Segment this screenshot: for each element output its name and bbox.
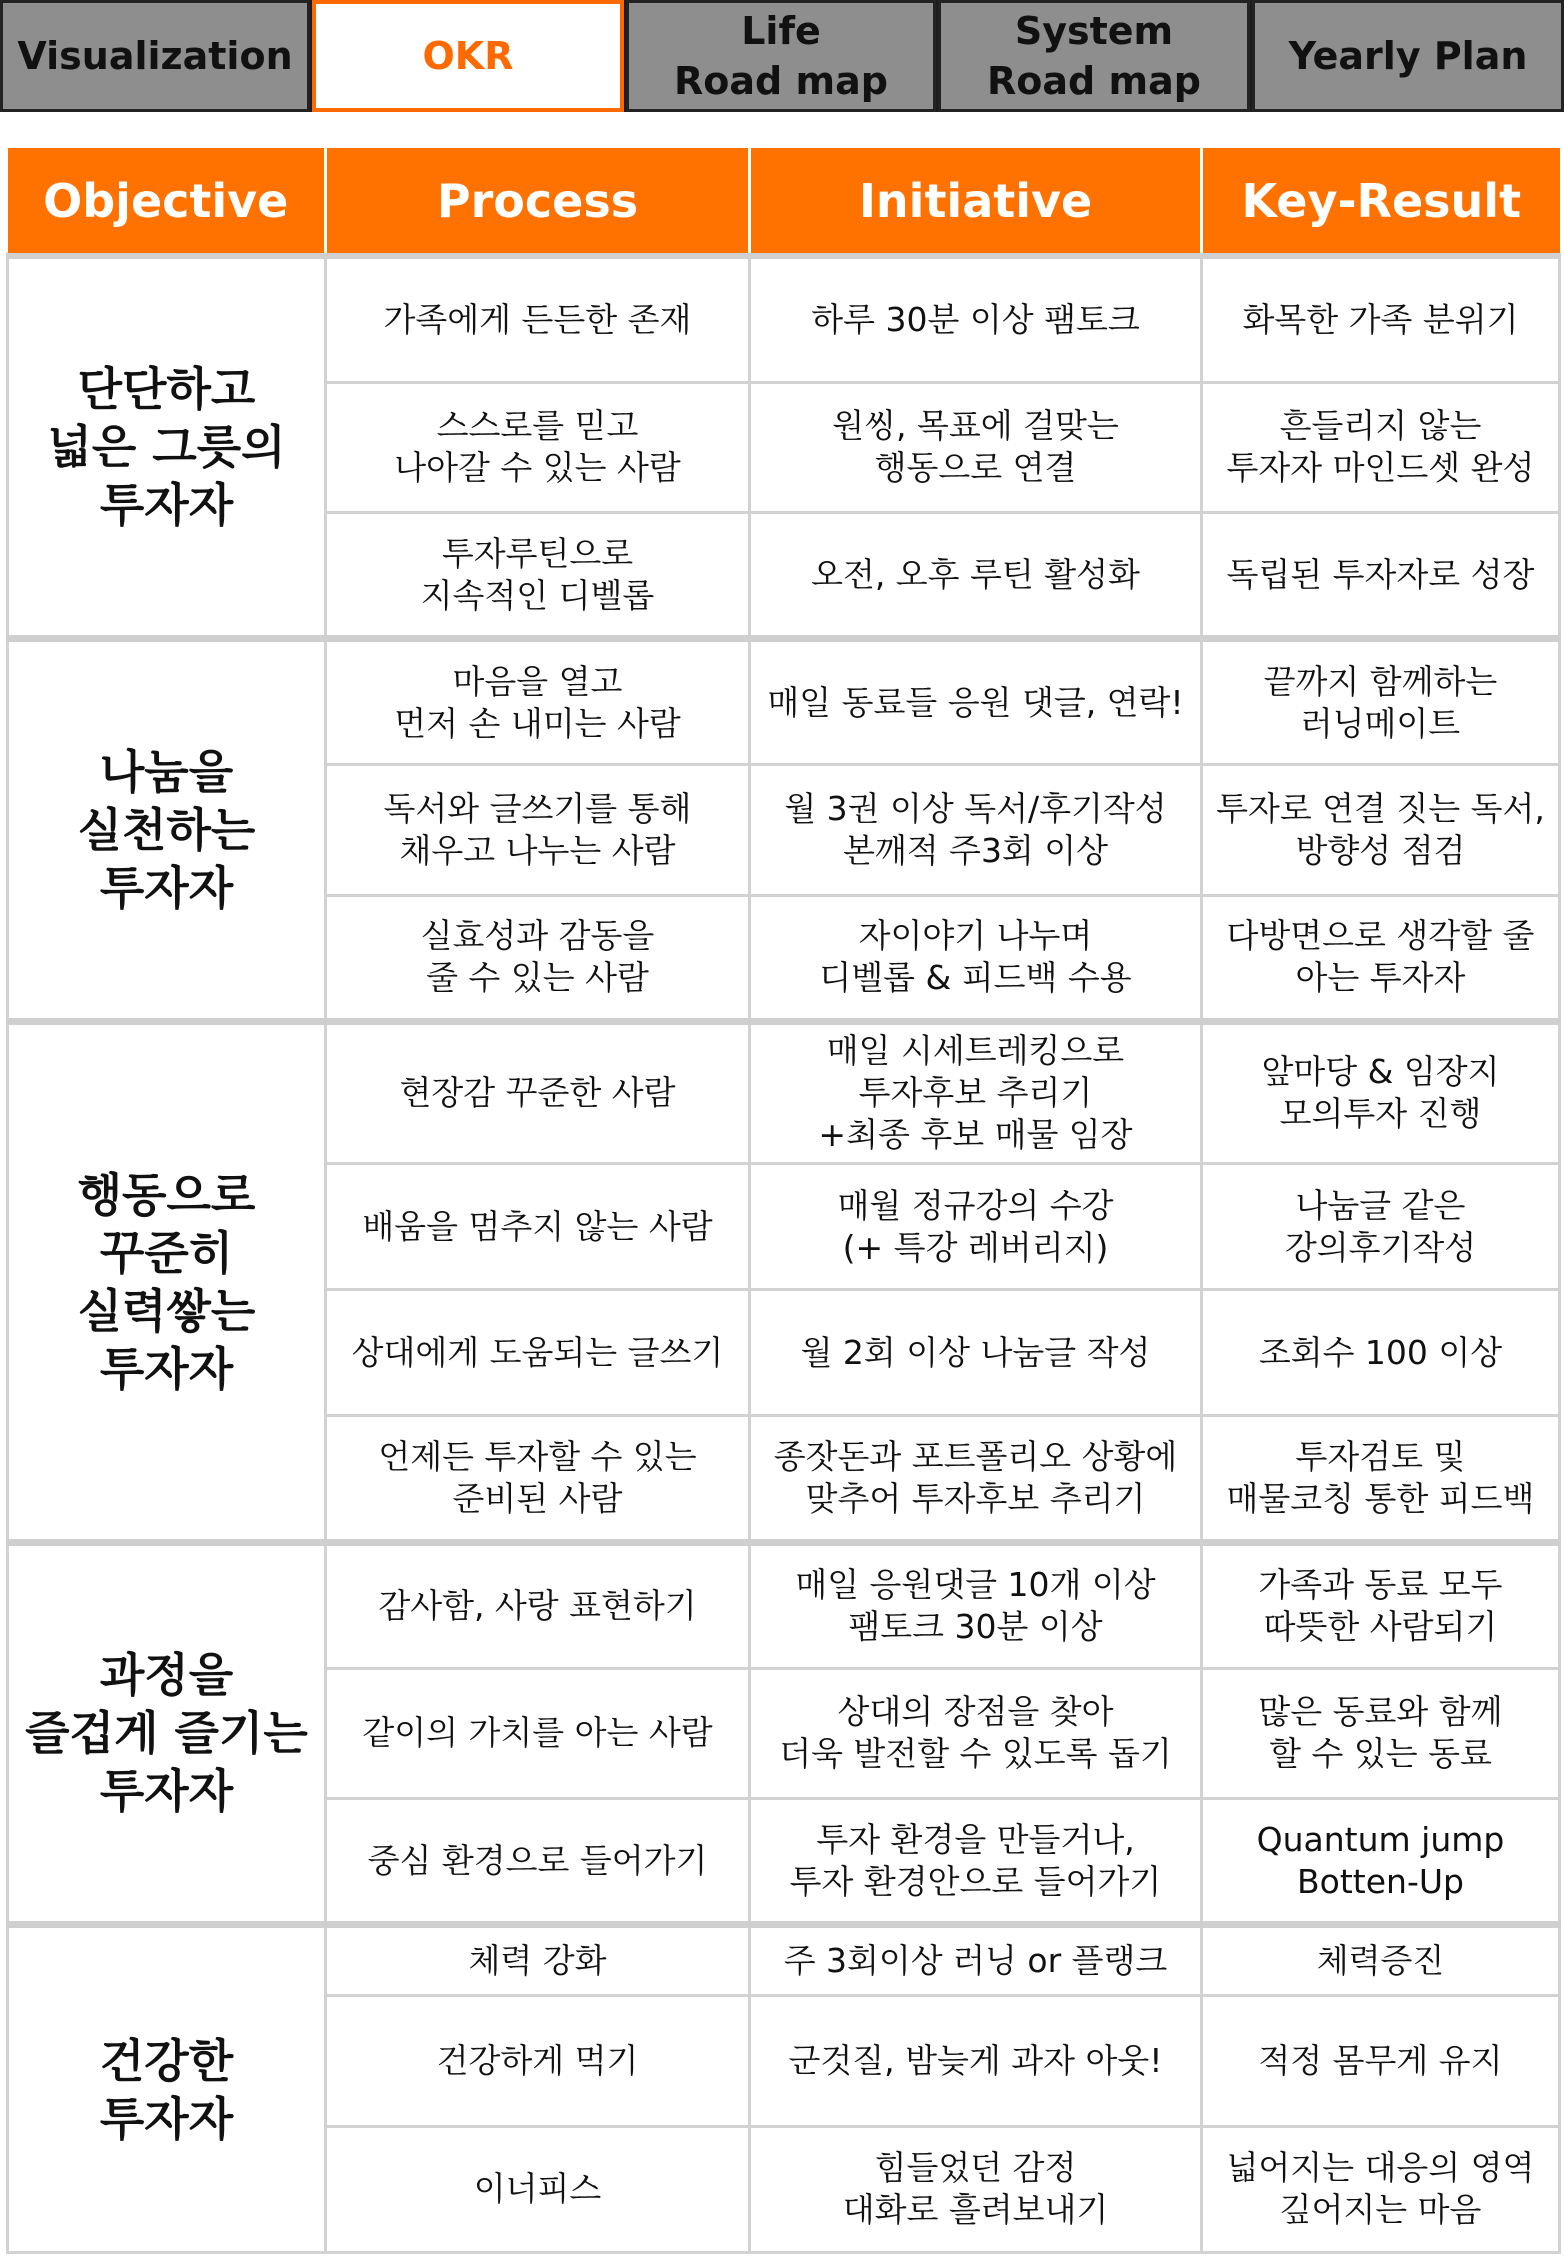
key-result-cell: 체력증진 — [1202, 1925, 1560, 1996]
table-row — [8, 1925, 1560, 1996]
process-cell: 중심 환경으로 들어가기 — [326, 1799, 750, 1925]
header-initiative: Initiative — [750, 148, 1202, 256]
key-result-cell: 끝까지 함께하는 러닝메이트 — [1202, 639, 1560, 765]
key-result-cell: 투자검토 및 매물코칭 통한 피드백 — [1202, 1416, 1560, 1542]
objective-cell: 나눔을 실천하는 투자자 — [8, 639, 326, 1022]
initiative-cell: 매일 시세트레킹으로 투자후보 추리기 +최종 후보 매물 임장 — [750, 1021, 1202, 1163]
key-result-cell: 독립된 투자자로 성장 — [1202, 512, 1560, 638]
initiative-cell: 원씽, 목표에 걸맞는 행동으로 연결 — [750, 382, 1202, 512]
okr-table — [6, 148, 1561, 2254]
initiative-cell: 상대의 장점을 찾아 더욱 발전할 수 있도록 돕기 — [750, 1668, 1202, 1798]
table-row — [8, 1021, 1560, 1163]
process-cell: 스스로를 믿고 나아갈 수 있는 사람 — [326, 382, 750, 512]
tab-visualization[interactable]: Visualization — [0, 0, 310, 112]
process-cell: 독서와 글쓰기를 통해 채우고 나누는 사람 — [326, 765, 750, 895]
process-cell: 체력 강화 — [326, 1925, 750, 1996]
objective-cell: 과정을 즐겁게 즐기는 투자자 — [8, 1542, 326, 1925]
tab-okr[interactable]: OKR — [312, 0, 624, 112]
header-key-result: Key-Result — [1202, 148, 1560, 256]
objective-cell: 행동으로 꾸준히 실력쌓는 투자자 — [8, 1021, 326, 1542]
process-cell: 투자루틴으로 지속적인 디벨롭 — [326, 512, 750, 638]
key-result-cell: 나눔글 같은 강의후기작성 — [1202, 1164, 1560, 1290]
key-result-cell: 흔들리지 않는 투자자 마인드셋 완성 — [1202, 382, 1560, 512]
process-cell: 실효성과 감동을 줄 수 있는 사람 — [326, 895, 750, 1021]
table-body — [8, 256, 1560, 2253]
process-cell: 건강하게 먹기 — [326, 1996, 750, 2126]
initiative-cell: 자이야기 나누며 디벨롭 & 피드백 수용 — [750, 895, 1202, 1021]
initiative-cell: 오전, 오후 루틴 활성화 — [750, 512, 1202, 638]
process-cell: 이너피스 — [326, 2126, 750, 2252]
process-cell: 가족에게 든든한 존재 — [326, 256, 750, 382]
table-row — [8, 1542, 1560, 1668]
initiative-cell: 힘들었던 감정 대화로 흘려보내기 — [750, 2126, 1202, 2252]
key-result-cell: 투자로 연결 짓는 독서, 방향성 점검 — [1202, 765, 1560, 895]
process-cell: 현장감 꾸준한 사람 — [326, 1021, 750, 1163]
initiative-cell: 하루 30분 이상 팸토크 — [750, 256, 1202, 382]
process-cell: 마음을 열고 먼저 손 내미는 사람 — [326, 639, 750, 765]
key-result-cell: 넓어지는 대응의 영역 깊어지는 마음 — [1202, 2126, 1560, 2252]
process-cell: 같이의 가치를 아는 사람 — [326, 1668, 750, 1798]
key-result-cell: 적정 몸무게 유지 — [1202, 1996, 1560, 2126]
key-result-cell: 조회수 100 이상 — [1202, 1290, 1560, 1416]
tab-yearly-plan[interactable]: Yearly Plan — [1252, 0, 1564, 112]
initiative-cell: 매월 정규강의 수강 (+ 특강 레버리지) — [750, 1164, 1202, 1290]
header-objective: Objective — [8, 148, 326, 256]
initiative-cell: 매일 응원댓글 10개 이상 팸토크 30분 이상 — [750, 1542, 1202, 1668]
initiative-cell: 월 2회 이상 나눔글 작성 — [750, 1290, 1202, 1416]
initiative-cell: 주 3회이상 러닝 or 플랭크 — [750, 1925, 1202, 1996]
key-result-cell: 앞마당 & 임장지 모의투자 진행 — [1202, 1021, 1560, 1163]
objective-cell: 건강한 투자자 — [8, 1925, 326, 2253]
process-cell: 배움을 멈추지 않는 사람 — [326, 1164, 750, 1290]
initiative-cell: 군것질, 밤늦게 과자 아웃! — [750, 1996, 1202, 2126]
objective-cell: 단단하고 넓은 그릇의 투자자 — [8, 256, 326, 639]
process-cell: 상대에게 도움되는 글쓰기 — [326, 1290, 750, 1416]
initiative-cell: 월 3권 이상 독서/후기작성 본깨적 주3회 이상 — [750, 765, 1202, 895]
key-result-cell: 가족과 동료 모두 따뜻한 사람되기 — [1202, 1542, 1560, 1668]
key-result-cell: 다방면으로 생각할 줄 아는 투자자 — [1202, 895, 1560, 1021]
tab-life-road-map[interactable]: Life Road map — [626, 0, 936, 112]
initiative-cell: 투자 환경을 만들거나, 투자 환경안으로 들어가기 — [750, 1799, 1202, 1925]
key-result-cell: 화목한 가족 분위기 — [1202, 256, 1560, 382]
process-cell: 감사함, 사랑 표현하기 — [326, 1542, 750, 1668]
key-result-cell: Quantum jump Botten-Up — [1202, 1799, 1560, 1925]
table-row — [8, 639, 1560, 765]
key-result-cell: 많은 동료와 함께 할 수 있는 동료 — [1202, 1668, 1560, 1798]
process-cell: 언제든 투자할 수 있는 준비된 사람 — [326, 1416, 750, 1542]
table-row — [8, 256, 1560, 382]
header-process: Process — [326, 148, 750, 256]
tab-bar — [0, 0, 1564, 112]
initiative-cell: 매일 동료들 응원 댓글, 연락! — [750, 639, 1202, 765]
initiative-cell: 종잣돈과 포트폴리오 상황에 맞추어 투자후보 추리기 — [750, 1416, 1202, 1542]
tab-system-road-map[interactable]: System Road map — [938, 0, 1250, 112]
table-header-row — [8, 148, 1560, 256]
